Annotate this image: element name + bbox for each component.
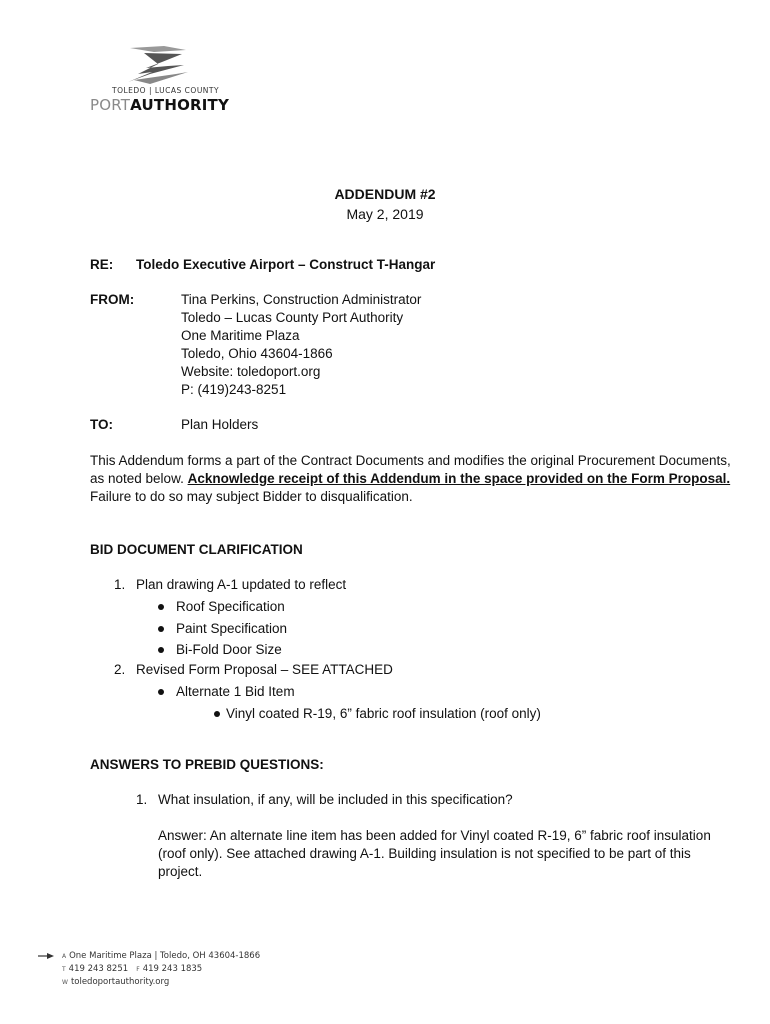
list-number: 2. bbox=[114, 662, 126, 677]
bullet-text: Bi-Fold Door Size bbox=[176, 642, 282, 657]
port-authority-logo bbox=[88, 44, 238, 116]
list-item: Plan drawing A-1 updated to reflect bbox=[136, 577, 347, 592]
logo-port-text: PORT bbox=[90, 96, 131, 114]
bullet-item bbox=[158, 598, 285, 616]
logo-swoosh-icon bbox=[124, 44, 194, 88]
footer-key: W bbox=[62, 979, 68, 986]
from-line: Toledo – Lucas County Port Authority bbox=[181, 310, 404, 325]
question-number: 1. bbox=[136, 792, 148, 807]
from-label: FROM: bbox=[90, 292, 135, 307]
bullet-text: Paint Specification bbox=[176, 621, 288, 636]
question-text: What insulation, if any, will be included in this specification? bbox=[158, 792, 513, 807]
answer-line: (roof only). See attached drawing A-1. Building insulation is not specified to be part of this bbox=[158, 846, 691, 861]
to-value: Plan Holders bbox=[181, 417, 259, 432]
list-number: 1. bbox=[114, 577, 126, 592]
bullet-text: Roof Specification bbox=[176, 599, 285, 614]
document-title: ADDENDUM #2 bbox=[334, 186, 436, 202]
bullet-icon bbox=[214, 711, 220, 717]
re-label: RE: bbox=[90, 257, 114, 272]
arrow-right-icon bbox=[38, 953, 54, 959]
sub-bullet-text: Vinyl coated R-19, 6” fabric roof insulation (roof only) bbox=[226, 706, 541, 721]
footer-key: F bbox=[136, 966, 140, 973]
logo-wordmark bbox=[90, 96, 229, 114]
bullet-icon bbox=[158, 647, 164, 653]
bullet-item bbox=[158, 641, 282, 659]
logo-authority-text: AUTHORITY bbox=[130, 96, 230, 114]
footer-web-line bbox=[62, 976, 260, 989]
footer-address-line bbox=[62, 950, 260, 963]
document-date: May 2, 2019 bbox=[346, 206, 424, 222]
logo-subtitle: TOLEDO | LUCAS COUNTY bbox=[112, 86, 220, 95]
footer-fax: 419 243 1835 bbox=[142, 964, 203, 974]
answer-line: project. bbox=[158, 864, 203, 879]
footer-contact bbox=[40, 950, 260, 989]
clarification-heading: BID DOCUMENT CLARIFICATION bbox=[90, 542, 303, 557]
from-line: One Maritime Plaza bbox=[181, 328, 300, 343]
intro-line-3: Failure to do so may subject Bidder to disqualification. bbox=[90, 489, 413, 504]
intro-plain-text: as noted below. bbox=[90, 471, 188, 486]
bullet-item bbox=[158, 683, 295, 701]
to-label: TO: bbox=[90, 417, 113, 432]
bullet-text: Alternate 1 Bid Item bbox=[176, 684, 295, 699]
footer-key: A bbox=[62, 953, 67, 960]
footer-phone-line bbox=[62, 963, 260, 976]
from-line: P: (419)243-8251 bbox=[181, 382, 287, 397]
bullet-item bbox=[158, 620, 287, 638]
footer-phone: 419 243 8251 bbox=[68, 964, 129, 974]
answer-line: Answer: An alternate line item has been added for Vinyl coated R-19, 6” fabric roof insulation bbox=[158, 828, 711, 843]
acknowledge-instruction: Acknowledge receipt of this Addendum in the space provided on the Form Proposal. bbox=[187, 471, 731, 486]
bullet-icon bbox=[158, 604, 164, 610]
bullet-icon bbox=[158, 689, 164, 695]
footer-website[interactable]: toledoportauthority.org bbox=[70, 977, 170, 987]
footer-key: T bbox=[62, 966, 66, 973]
from-line: Tina Perkins, Construction Administrator bbox=[181, 292, 422, 307]
re-value: Toledo Executive Airport – Construct T-Hangar bbox=[136, 257, 436, 272]
intro-line-1: This Addendum forms a part of the Contract Documents and modifies the original Procurement Documents, bbox=[90, 453, 731, 468]
from-line: Website: toledoport.org bbox=[181, 364, 321, 379]
answers-heading: ANSWERS TO PREBID QUESTIONS: bbox=[90, 757, 324, 772]
from-line: Toledo, Ohio 43604-1866 bbox=[181, 346, 333, 361]
sub-bullet-item bbox=[214, 705, 541, 723]
bullet-icon bbox=[158, 626, 164, 632]
footer-address: One Maritime Plaza | Toledo, OH 43604-1866 bbox=[69, 951, 261, 961]
document-title-block bbox=[0, 184, 770, 224]
list-item: Revised Form Proposal – SEE ATTACHED bbox=[136, 662, 393, 677]
intro-line-2 bbox=[90, 470, 730, 488]
